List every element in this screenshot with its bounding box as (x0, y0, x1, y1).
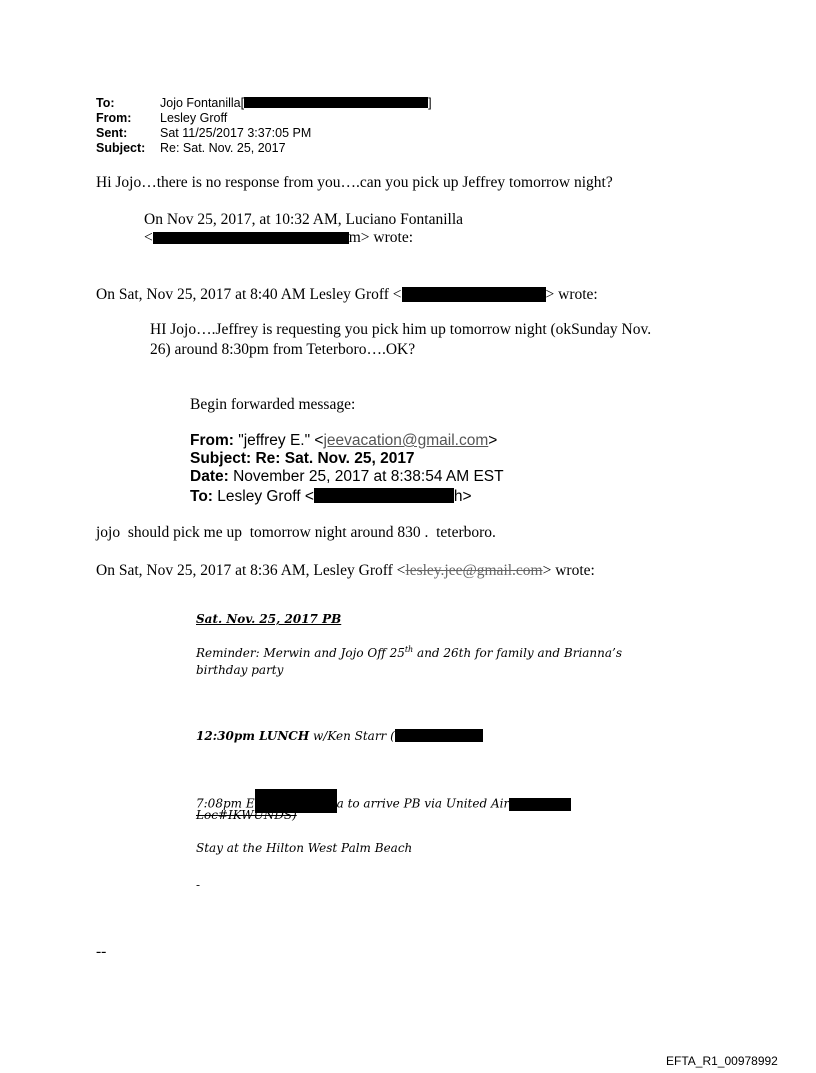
lunch-bold: 12:30pm LUNCH (196, 729, 310, 743)
subject-value: Re: Sat. Nov. 25, 2017 (160, 141, 286, 155)
lunch-rest: w/Ken Starr ( (309, 729, 395, 743)
schedule-dash: - (196, 878, 201, 892)
quote2-header-a: On Sat, Nov 25, 2017 at 8:40 AM Lesley Groff < (96, 286, 402, 303)
fwd-from-label: From: (190, 432, 234, 449)
reminder-sup: th (404, 645, 414, 654)
arrival-line-2: Loc#IKWUNDS) (196, 808, 297, 822)
fwd-subject-value: Re: Sat. Nov. 25, 2017 (251, 450, 415, 467)
subject-label: Subject: (96, 141, 146, 155)
sent-row (96, 126, 496, 140)
quote3-header-a: On Sat, Nov 25, 2017 at 8:36 AM, Lesley Groff < (96, 562, 406, 579)
sent-value: Sat 11/25/2017 3:37:05 PM (160, 126, 312, 140)
redaction-block (509, 798, 571, 811)
quote1-tail: m> wrote: (348, 229, 414, 246)
body-line-1: Hi Jojo…there is no response from you….can you pick up Jeffrey tomorrow night? (96, 174, 613, 191)
fwd-from-row (190, 432, 497, 450)
quote3-email-link[interactable]: lesley.jee@gmail.com (405, 562, 543, 579)
to-row (96, 96, 496, 110)
fwd-to-label: To: (190, 488, 213, 505)
redaction-block (153, 232, 349, 244)
quote2-header (96, 284, 598, 304)
reminder-a: Reminder: Merwin and Jojo Off 25 (196, 646, 405, 660)
fwd-to-row (190, 486, 472, 506)
quote1-open: < (144, 229, 153, 246)
from-row (96, 111, 496, 125)
fwd-to-tail: h> (453, 488, 472, 505)
jeffrey-reply: jojo should pick me up tomorrow night around 830 . teterboro. (96, 524, 496, 541)
fwd-date-row (190, 468, 504, 486)
to-value (160, 96, 432, 110)
fwd-subject-label: Subject: (190, 450, 252, 467)
fwd-subject-row (190, 450, 415, 468)
fwd-to-value: Lesley Groff < (212, 488, 314, 505)
document-id: EFTA_R1_00978992 (666, 1054, 778, 1068)
reminder-line-2: birthday party (196, 663, 284, 677)
quote2-header-b: > wrote: (545, 286, 598, 303)
redaction-block (244, 97, 428, 108)
hotel-line: Stay at the Hilton West Palm Beach (196, 841, 413, 855)
subject-row (96, 141, 496, 155)
quote2-body-line-1: HI Jojo….Jeffrey is requesting you pick him up tomorrow night (okSunday Nov. (150, 321, 652, 338)
quote2-body-line-2: 26) around 8:30pm from Teterboro….OK? (150, 341, 416, 358)
redaction-block (395, 729, 483, 742)
schedule-title: Sat. Nov. 25, 2017 PB (196, 612, 342, 626)
quote1-line-1: On Nov 25, 2017, at 10:32 AM, Luciano Fontanilla (144, 211, 464, 228)
to-name: Jojo Fontanilla[ (160, 96, 245, 110)
fwd-from-value: "jeffrey E." < (233, 432, 324, 449)
signature-separator: -- (96, 943, 107, 960)
arrival-b: a to arrive PB via United Air (336, 796, 510, 811)
forwarded-intro: Begin forwarded message: (190, 396, 356, 413)
to-close: ] (428, 96, 432, 110)
sent-label: Sent: (96, 126, 128, 140)
arrival-a: 7:08pm E (196, 796, 255, 811)
quote3-header (96, 562, 595, 580)
redaction-block (314, 488, 454, 503)
fwd-from-email-link[interactable]: jeevacation@gmail.com (323, 432, 489, 449)
from-value: Lesley Groff (160, 111, 228, 125)
lunch-line (196, 727, 483, 743)
reminder-b: and 26th for family and Brianna’s (413, 646, 623, 660)
redaction-block (402, 287, 546, 302)
fwd-date-label: Date: (190, 468, 229, 485)
fwd-date-value: November 25, 2017 at 8:38:54 AM EST (228, 468, 504, 485)
reminder-line-1 (196, 645, 622, 660)
to-label: To: (96, 96, 115, 110)
email-header (96, 96, 496, 156)
fwd-from-close: > (488, 432, 498, 449)
from-label: From: (96, 111, 132, 125)
quote1-line-2 (144, 229, 413, 247)
quote3-header-b: > wrote: (542, 562, 595, 579)
